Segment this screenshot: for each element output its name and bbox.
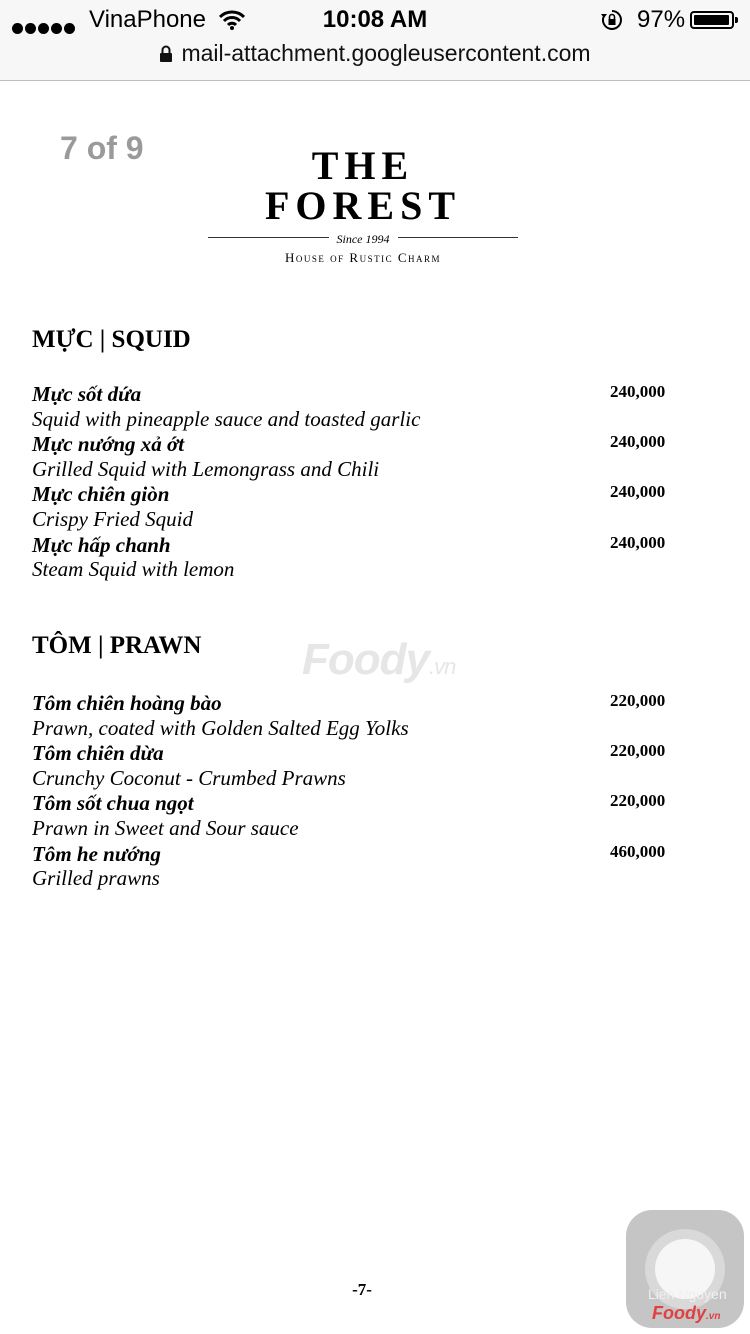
logo-since: Since 1994	[329, 232, 398, 246]
credit-brand-name: Foody	[652, 1303, 706, 1323]
menu-item-name: Tôm sốt chua ngọt	[32, 791, 194, 815]
menu-item-description: Prawn, coated with Golden Salted Egg Yolks	[32, 716, 409, 740]
logo-tagline: House of Rustic Charm	[285, 250, 441, 265]
menu-item-price: 240,000	[610, 432, 666, 451]
logo-title: THE FOREST	[264, 143, 462, 228]
status-bar	[0, 0, 750, 40]
credit-brand-suffix: .vn	[706, 1311, 721, 1322]
menu-item-name: Mực hấp chanh	[32, 533, 171, 557]
menu-item-description: Grilled Squid with Lemongrass and Chili	[32, 457, 380, 481]
page-number: -7-	[352, 1280, 372, 1299]
restaurant-logo	[208, 143, 518, 266]
menu-item-price: 220,000	[610, 691, 666, 710]
url-bar[interactable]	[0, 40, 750, 72]
foody-watermark	[302, 635, 455, 685]
menu-item-description: Squid with pineapple sauce and toasted garlic	[32, 407, 421, 431]
rotation-lock-icon	[600, 9, 624, 38]
watermark-suffix: .vn	[428, 654, 456, 679]
carrier-name: VinaPhone	[89, 6, 206, 33]
page-indicator: 7 of 9	[60, 130, 144, 166]
menu-item-price: 240,000	[610, 482, 666, 501]
menu-item-price: 220,000	[610, 791, 666, 810]
clock: 10:08 AM	[322, 6, 428, 33]
menu-item-description: Steam Squid with lemon	[32, 557, 235, 581]
section-title-prawn: TÔM | PRAWN	[32, 632, 202, 659]
photo-credit-user: Lien Nguyen	[648, 1286, 727, 1302]
menu-item-description: Crunchy Coconut - Crumbed Prawns	[32, 766, 346, 790]
browser-chrome	[0, 0, 750, 81]
padlock-icon	[159, 42, 173, 69]
menu-item-description: Crispy Fried Squid	[32, 507, 193, 531]
menu-item-price: 240,000	[610, 533, 666, 552]
menu-item-price: 220,000	[610, 741, 666, 760]
logo-divider	[208, 230, 518, 244]
menu-item-description: Grilled prawns	[32, 866, 160, 890]
url-text[interactable]: mail-attachment.googleusercontent.com	[181, 40, 591, 66]
menu-item-name: Tôm chiên dừa	[32, 741, 164, 765]
battery-icon	[690, 11, 734, 29]
menu-item-name: Tôm he nướng	[32, 842, 161, 866]
photo-credit-brand	[652, 1303, 720, 1324]
menu-item-name: Mực chiên giòn	[32, 482, 170, 506]
menu-item-name: Mực nướng xả ớt	[32, 432, 185, 456]
menu-item-description: Prawn in Sweet and Sour sauce	[32, 816, 299, 840]
battery-percent: 97%	[637, 6, 686, 33]
section-title-squid: MỰC | SQUID	[32, 326, 191, 353]
menu-item-price: 460,000	[610, 842, 666, 861]
menu-item-price: 240,000	[610, 382, 666, 401]
menu-item-name: Tôm chiên hoàng bào	[32, 691, 222, 715]
menu-item-name: Mực sốt dứa	[32, 382, 142, 406]
watermark-brand: Foody	[302, 635, 429, 684]
